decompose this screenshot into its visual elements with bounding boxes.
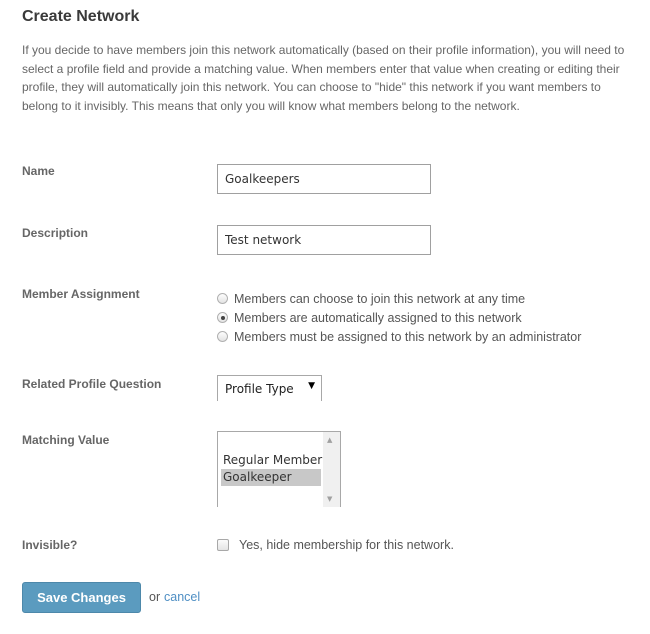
radio-option-admin[interactable] bbox=[217, 327, 581, 346]
or-text: or bbox=[149, 590, 161, 604]
dropdown-arrow-icon: ▼ bbox=[308, 381, 315, 391]
invisible-label: Invisible? bbox=[22, 538, 78, 552]
cancel-link[interactable]: cancel bbox=[164, 590, 201, 604]
radio-label-choose: Members can choose to join this network at any time bbox=[234, 291, 526, 306]
page-title: Create Network bbox=[22, 8, 140, 25]
scroll-down-icon[interactable]: ▼ bbox=[327, 495, 333, 503]
listbox-option-goalkeeper[interactable]: Goalkeeper bbox=[221, 469, 321, 486]
name-label: Name bbox=[22, 164, 55, 178]
radio-label-admin: Members must be assigned to this network by an administrator bbox=[234, 329, 582, 344]
invisible-checkbox-label: Yes, hide membership for this network. bbox=[239, 538, 454, 552]
radio-button-automatic[interactable] bbox=[217, 312, 228, 323]
invisible-option[interactable] bbox=[217, 538, 454, 552]
profile-question-select[interactable] bbox=[217, 375, 322, 401]
intro-text: If you decide to have members join this network automatically (based on their profile information), you will need to select a profile field and provide a matching value. When members enter that value when creating or editing their profile, they will automatically join this network. You can choose to "hide" this network if you want members to belong to it invisibly. This means that only you will know what members belong to the network. bbox=[22, 43, 625, 113]
listbox-scrollbar[interactable] bbox=[323, 432, 340, 507]
radio-option-automatic[interactable] bbox=[217, 308, 581, 327]
member-assignment-radio-group bbox=[217, 289, 581, 346]
radio-button-admin[interactable] bbox=[217, 331, 228, 342]
scroll-up-icon[interactable]: ▲ bbox=[327, 436, 333, 444]
matching-value-label: Matching Value bbox=[22, 433, 110, 447]
invisible-checkbox[interactable] bbox=[217, 539, 229, 551]
radio-button-choose[interactable] bbox=[217, 293, 228, 304]
member-assignment-label: Member Assignment bbox=[22, 287, 140, 301]
name-input[interactable] bbox=[217, 164, 431, 194]
profile-question-selected-value: Profile Type bbox=[225, 382, 294, 396]
matching-value-listbox[interactable] bbox=[217, 431, 341, 507]
listbox-option-regular-member[interactable]: Regular Member bbox=[223, 453, 323, 467]
related-profile-question-label: Related Profile Question bbox=[22, 377, 162, 391]
description-input[interactable] bbox=[217, 225, 431, 255]
save-changes-button[interactable]: Save Changes bbox=[22, 582, 141, 613]
radio-label-automatic: Members are automatically assigned to this network bbox=[234, 310, 522, 325]
description-label: Description bbox=[22, 226, 89, 240]
radio-option-choose[interactable] bbox=[217, 289, 581, 308]
